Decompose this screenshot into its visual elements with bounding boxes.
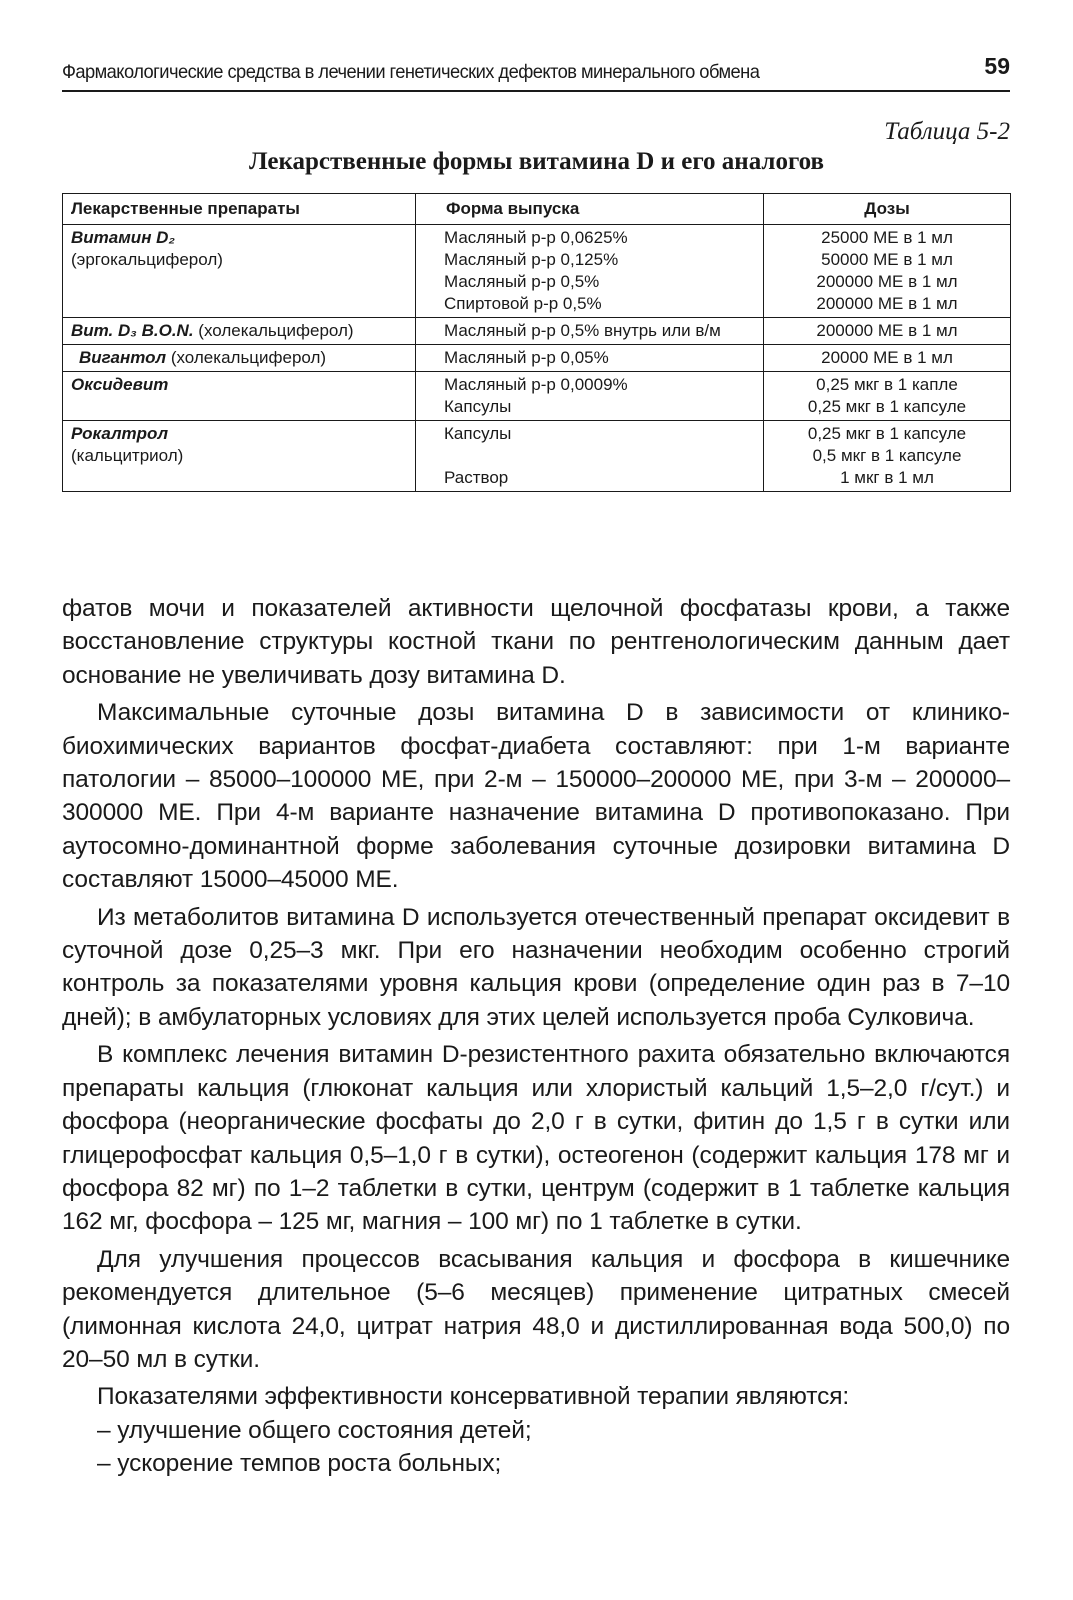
paragraph: В комплекс лечения витамин D-резистентного рахита обязательно включаются препараты кальция (глюконат кальция или хлористый кальций 1,5–2,0 г/сут.) и фосфора (неорганические фосфаты до 2,0 г в сутки, фитин до 1,5 г в сутки или глицерофосфат кальция 0,5–1,0 г в сутки), остеогенон (содержит кальция 178 мг и фосфора 82 мг) по 1–2 таблетки в сутки, центрум (содержит в 1 таблетке кальция 162 мг, фосфора – 125 мг, магния – 100 мг) по 1 таблетке в сутки.: [62, 1041, 1010, 1236]
drug-cell: [63, 345, 416, 372]
dose-item: 1 мкг в 1 мл: [840, 468, 934, 487]
dose-cell: [764, 318, 1011, 345]
form-cell: [416, 225, 764, 318]
drug-forms-table: [62, 193, 1011, 492]
dose-item: 0,5 мкг в 1 капсуле: [812, 446, 962, 465]
form-item: Спиртовой р-р 0,5%: [444, 294, 602, 313]
form-cell: [416, 372, 764, 421]
table-title: Лекарственные формы витамина D и его аналогов: [248, 148, 825, 175]
paragraph: фатов мочи и показателей активности щелочной фосфатазы крови, а также восстановление структуры костной ткани по рентгенологическим данным дает основание не увеличивать дозу витамина D.: [62, 595, 1010, 689]
form-cell: [416, 421, 764, 492]
drug-name: Вит. D₃ B.O.N.: [71, 321, 194, 340]
form-item: Раствор: [444, 468, 509, 487]
dose-item: 0,25 мкг в 1 капле: [816, 375, 958, 394]
drug-name: Рокалтрол: [71, 424, 169, 443]
dose-item: 0,25 мкг в 1 капсуле: [807, 397, 967, 416]
form-item: Масляный р-р 0,5%: [444, 272, 600, 291]
paragraph: Показателями эффективности консервативной терапии являются:: [97, 1383, 850, 1411]
drug-cell: [63, 225, 416, 318]
form-item: Масляный р-р 0,0009%: [444, 375, 628, 394]
column-header-form: Форма выпуска: [416, 194, 764, 225]
dose-cell: [764, 372, 1011, 421]
dose-cell: [764, 345, 1011, 372]
table-row: [63, 345, 1011, 372]
table-row: [63, 421, 1011, 492]
running-title: Фармакологические средства в лечении генетических дефектов минерального обмена: [62, 61, 760, 83]
body-text: [62, 592, 1010, 1481]
drug-note: (холекальциферол): [198, 321, 354, 340]
dose-item: 20000 МЕ в 1 мл: [821, 348, 953, 367]
form-item: Масляный р-р 0,125%: [444, 250, 619, 269]
dose-item: 200000 МЕ в 1 мл: [816, 272, 958, 291]
table-label: Таблица 5-2: [884, 118, 1010, 145]
drug-cell: [63, 318, 416, 345]
table-row: [63, 225, 1011, 318]
drug-note: (эргокальциферол): [71, 250, 223, 269]
form-item: Капсулы: [444, 424, 512, 443]
drug-note: (кальцитриол): [71, 446, 184, 465]
drug-name: Оксидевит: [71, 375, 169, 394]
list-item: – ускорение темпов роста больных;: [97, 1450, 502, 1478]
dose-item: 25000 МЕ в 1 мл: [821, 228, 953, 247]
dose-item: 0,25 мкг в 1 капсуле: [807, 424, 967, 443]
drug-cell: [63, 372, 416, 421]
form-cell: [416, 318, 764, 345]
table-header-row: [63, 194, 1011, 225]
form-item: Капсулы: [444, 397, 512, 416]
dose-item: 50000 МЕ в 1 мл: [821, 250, 953, 269]
column-header-drugs: Лекарственные препараты: [63, 194, 416, 225]
form-cell: [416, 345, 764, 372]
form-item: Масляный р-р 0,05%: [444, 348, 609, 367]
dose-item: 200000 МЕ в 1 мл: [816, 294, 958, 313]
form-item: Масляный р-р 0,5% внутрь или в/м: [444, 321, 721, 340]
column-header-doses: Дозы: [764, 194, 1011, 225]
drug-name: Вигантол: [79, 348, 167, 367]
table-row: [63, 318, 1011, 345]
table-row: [63, 372, 1011, 421]
paragraph: Для улучшения процессов всасывания кальция и фосфора в кишечнике рекомендуется длительное (5–6 месяцев) применение цитратных смесей (лимонная кислота 24,0, цитрат натрия 48,0 и дистиллированная вода 500,0) по 20–50 мл в сутки.: [62, 1245, 1010, 1373]
paragraph: Максимальные суточные дозы витамина D в зависимости от клинико-биохимических вариантов фосфат-диабета составляют: при 1-м варианте патологии – 85000–100000 МЕ, при 2-м – 150000–200000 МЕ, при 3-м – 200000–300000 МЕ. При 4-м варианте назначение витамина D противопоказано. При аутосомно-доминантной форме заболевания суточные дозировки витамина D составляют 15000–45000 МЕ.: [62, 699, 1010, 894]
paragraph: Из метаболитов витамина D используется отечественный препарат оксидевит в суточной дозе 0,25–3 мкг. При его назначении необходим особенно строгий контроль за показателями уровня кальция крови (определение один раз в 7–10 дней); в амбулаторных условиях для этих целей используется проба Сулковича.: [62, 903, 1010, 1031]
drug-cell: [63, 421, 416, 492]
page-number: 59: [984, 53, 1010, 79]
dose-cell: [764, 225, 1011, 318]
drug-name: Витамин D₂: [71, 228, 175, 247]
list-item: – улучшение общего состояния детей;: [97, 1416, 532, 1444]
form-item: Масляный р-р 0,0625%: [444, 228, 628, 247]
dose-cell: [764, 421, 1011, 492]
dose-item: 200000 МЕ в 1 мл: [816, 321, 958, 340]
running-header: [62, 50, 1010, 92]
drug-note: (холекальциферол): [170, 348, 327, 367]
